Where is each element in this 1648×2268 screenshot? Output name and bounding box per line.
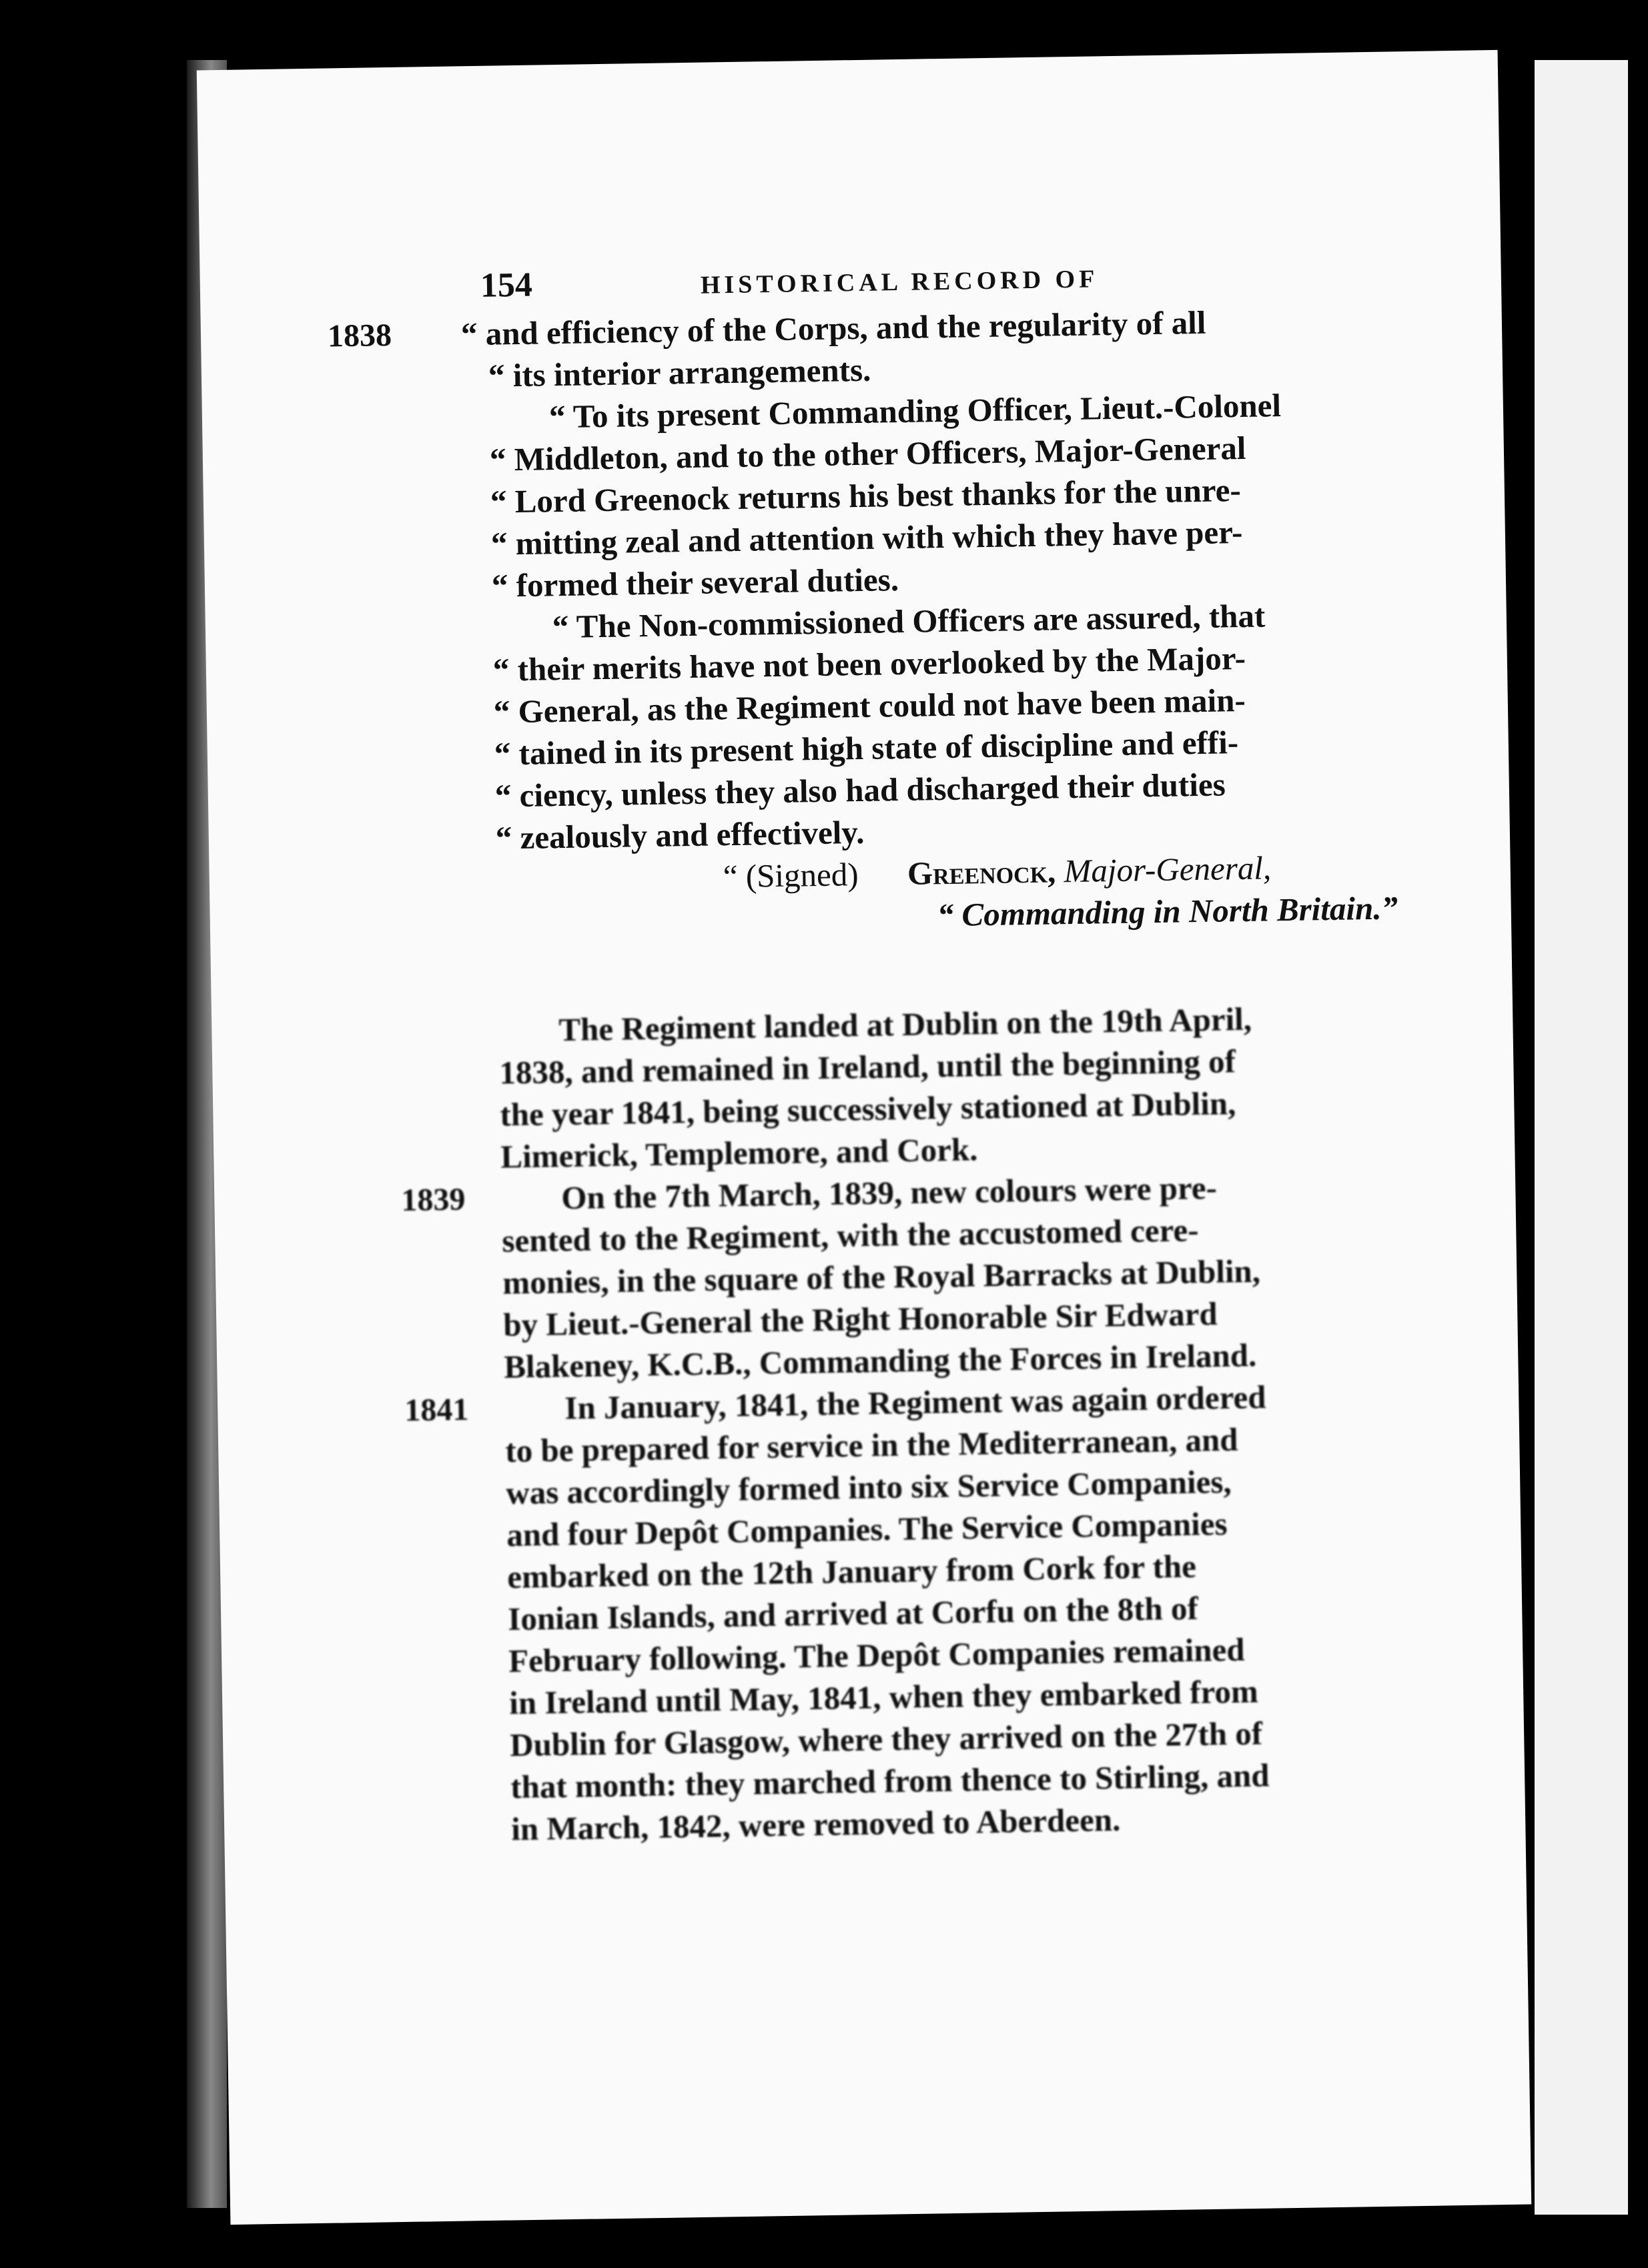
text-line: 1839 On the 7th March, 1839, new colours were pre-	[474, 1162, 1516, 1220]
text-line: “ To its present Commanding Officer, Lieut.-Colonel	[548, 387, 1282, 436]
text-line: 1838, and remained in Ireland, until the beginning of	[498, 1043, 1236, 1091]
text-line: Dublin for Glasgow, where they arrived on the 27th of	[509, 1714, 1263, 1764]
text-line: “ its interior arrangements.	[488, 351, 871, 394]
margin-date-1838: 1838	[327, 317, 392, 354]
text-line: “ The Non-commissioned Officers are assured, that	[552, 597, 1266, 646]
text-line: was accordingly formed into six Service Companies,	[505, 1463, 1232, 1512]
text-line: and four Depôt Companies. The Service Companies	[506, 1505, 1228, 1554]
text-line: “ their merits have not been overlooked by the Major-	[492, 639, 1246, 688]
text-line: embarked on the 12th January from Cork for the	[506, 1548, 1197, 1596]
text-line: in Ireland until May, 1841, when they embarked from	[508, 1672, 1259, 1722]
running-title: HISTORICAL RECORD OF	[700, 265, 1099, 300]
text-line: 1838 “ and efficiency of the Corps, and the regularity of all	[461, 297, 1503, 355]
text-line: 1841 In January, 1841, the Regiment was again ordered	[478, 1372, 1519, 1430]
margin-date-1839: 1839	[400, 1181, 466, 1218]
text-line: “ zealously and effectively.	[495, 813, 865, 857]
body-text	[327, 297, 1526, 1850]
facing-page-sliver	[1535, 60, 1628, 2215]
text-line: “ General, as the Regiment could not have been main-	[493, 681, 1246, 730]
text-line: in March, 1842, were removed to Aberdeen.	[510, 1801, 1121, 1848]
signature-command: “ Commanding in North Britain.”	[937, 889, 1398, 934]
signature-title: Major-General,	[1064, 849, 1272, 890]
page-number: 154	[480, 265, 533, 305]
text-line: Limerick, Templemore, and Cork.	[500, 1131, 978, 1175]
text-line: Blakeney, K.C.B., Commanding the Forces in Ireland.	[503, 1336, 1257, 1385]
text-line: by Lieut.-General the Right Honorable Sir Edward	[502, 1295, 1218, 1343]
book-page	[197, 50, 1531, 2225]
text-line: monies, in the square of the Royal Barracks at Dublin,	[502, 1252, 1261, 1301]
text-line: “ Lord Greenock returns his best thanks for the unre-	[490, 472, 1242, 520]
text-line: “ formed their several duties.	[491, 561, 899, 604]
text-line: the year 1841, being successively stationed at Dublin,	[499, 1085, 1236, 1133]
text-line: The Regiment landed at Dublin on the 19th April,	[558, 1000, 1252, 1049]
text-line: “ ciency, unless they also had discharged their duties	[494, 766, 1226, 814]
text-line: “ Middleton, and to the other Officers, Major-General	[489, 429, 1246, 478]
text-line: Ionian Islands, and arrived at Corfu on the 8th of	[507, 1590, 1199, 1638]
text-line: “ tained in its present high state of discipline and effi-	[494, 724, 1239, 772]
signed-label: “ (Signed)	[723, 856, 859, 895]
text-line: “ mitting zeal and attention with which they have per-	[490, 513, 1243, 562]
margin-date-1841: 1841	[404, 1391, 469, 1428]
text-line: that month: they marched from thence to Stirling, and	[510, 1756, 1270, 1806]
text-line: sented to the Regiment, with the accustomed cere-	[501, 1211, 1199, 1259]
signature-name: Greenock,	[907, 853, 1056, 892]
text-line: February following. The Depôt Companies remained	[508, 1631, 1245, 1680]
text-line: to be prepared for service in the Mediterranean, and	[504, 1421, 1238, 1470]
